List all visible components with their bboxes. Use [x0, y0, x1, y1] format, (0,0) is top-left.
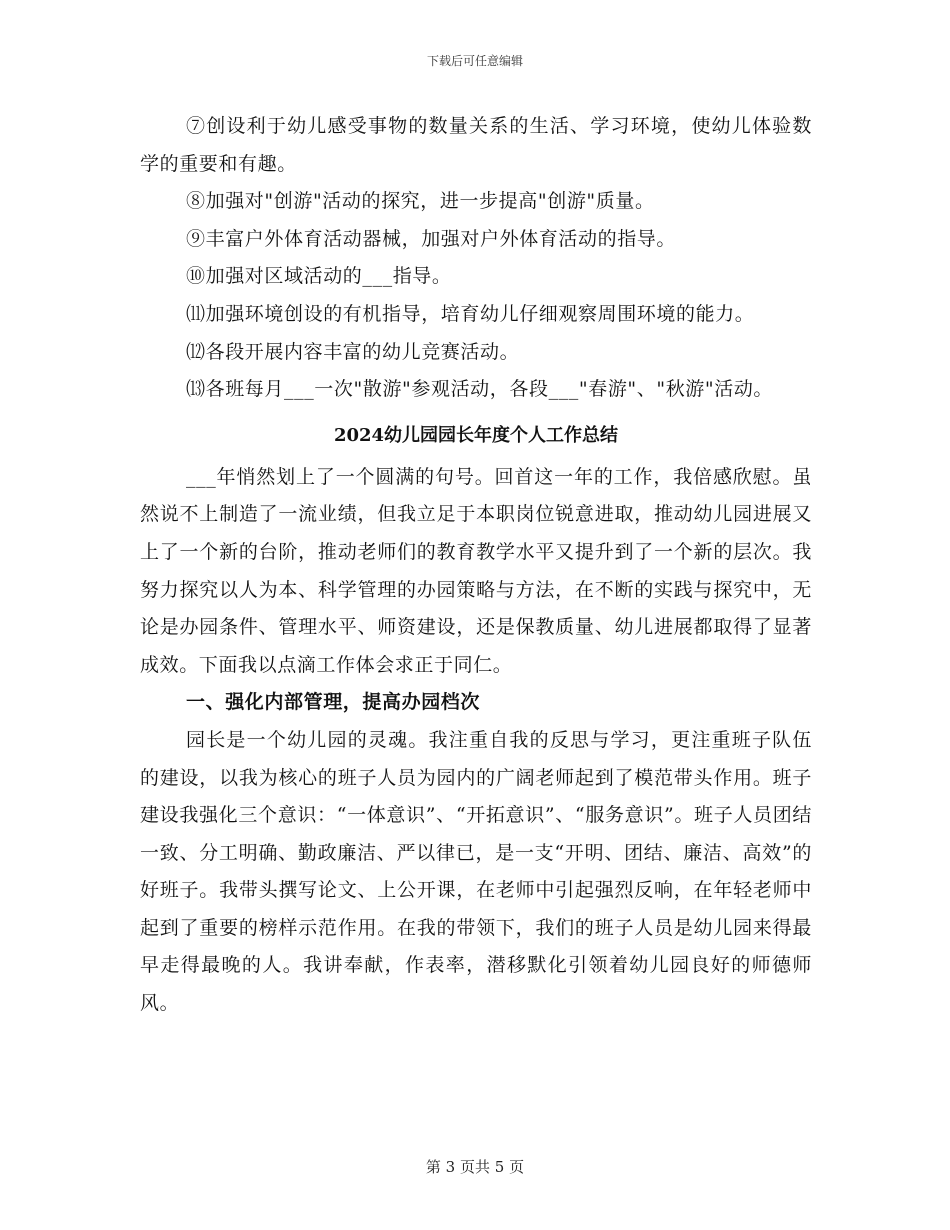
list-item-8: ⑧加强对"创游"活动的探究，进一步提高"创游"质量。 — [186, 190, 655, 213]
list-item-11: ⑾加强环境创设的有机指导，培育幼儿仔细观察周围环境的能力。 — [186, 302, 755, 325]
section-heading: 一、强化内部管理，提高办园档次 — [186, 691, 481, 714]
document-body — [140, 108, 812, 1023]
intro-paragraph: ___年悄然划上了一个圆满的句号。回首这一年的工作，我倍感欣慰。虽然说不上制造了一流业绩，但我立足于本职岗位锐意进取，推动幼儿园进展又上了一个新的台阶，推动老师们的教育教学水平又提升到了一个新的层次。我努力探究以人为本、科学管理的办园策略与方法，在不断的实践与探究中，无论是办园条件、管理水平、师资建设，还是保教质量、幼儿进展都取得了显著成效。下面我以点滴工作体会求正于同仁。 — [140, 465, 812, 676]
list-item-10: ⑩加强对区域活动的___指导。 — [186, 265, 452, 288]
list-item-7: ⑦创设利于幼儿感受事物的数量关系的生活、学习环境，使幼儿体验数学的重要和有趣。 — [140, 115, 812, 175]
list-item-12: ⑿各段开展内容丰富的幼儿竞赛活动。 — [186, 340, 520, 363]
section-paragraph: 园长是一个幼儿园的灵魂。我注重自我的反思与学习，更注重班子队伍的建设，以我为核心的班子人员为园内的广阔老师起到了模范带头作用。班子建设我强化三个意识：“一体意识”、“开拓意识”、“服务意识”。班子人员团结一致、分工明确、勤政廉洁、严以律已，是一支“开明、团结、廉洁、高效”的好班子。我带头撰写论文、上公开课，在老师中引起强烈反响，在年轻老师中起到了重要的榜样示范作用。在我的带领下，我们的班子人员是幼儿园来得最早走得最晚的人。我讲奉献，作表率，潜移默化引领着幼儿园良好的师德师风。 — [140, 728, 812, 1015]
document-title: 2024幼儿园园长年度个人工作总结 — [333, 424, 619, 446]
page-footer: 第 3 页共 5 页 — [425, 1158, 525, 1176]
page-header: 下载后可任意编辑 — [426, 54, 523, 68]
list-item-13: ⒀各班每月___一次"散游"参观活动，各段___"春游"、"秋游"活动。 — [186, 378, 774, 401]
list-item-9: ⑨丰富户外体育活动器械，加强对户外体育活动的指导。 — [186, 227, 677, 250]
